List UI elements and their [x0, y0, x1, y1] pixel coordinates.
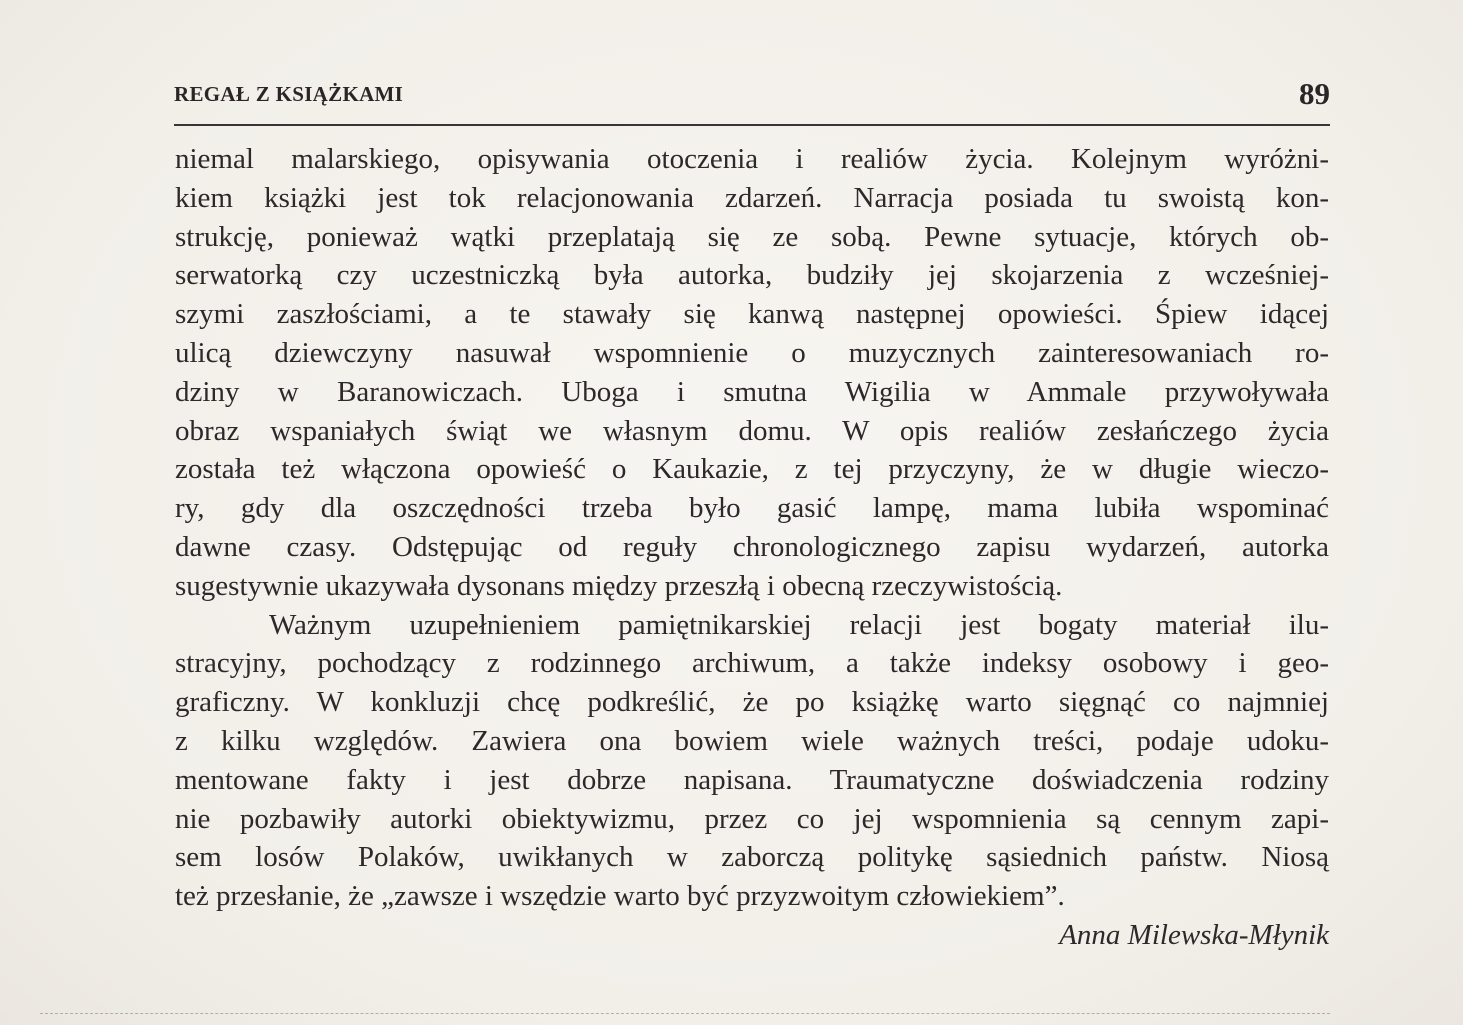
author-signature: Anna Milewska-Młynik [1059, 918, 1329, 951]
paragraph-1 [175, 140, 1329, 606]
scan-edge-line [40, 1013, 1330, 1014]
running-head: REGAŁ Z KSIĄŻKAMI [174, 82, 404, 106]
header-rule [174, 124, 1330, 126]
text-line: strukcję, ponieważ wątki przeplatają się ze sobą. Pewne sytuacje, których ob- [175, 220, 1329, 253]
text-line: kiem książki jest tok relacjonowania zdarzeń. Narracja posiada tu swoistą kon- [175, 181, 1329, 214]
text-line: ulicą dziewczyny nasuwał wspomnienie o muzycznych zainteresowaniach ro- [175, 336, 1329, 369]
page-number: 89 [1299, 76, 1330, 111]
text-line: sugestywnie ukazywała dysonans między przeszłą i obecną rzeczywistością. [175, 569, 1063, 602]
page-header [174, 70, 1330, 120]
body-text [175, 140, 1329, 955]
text-line: serwatorką czy uczestniczką była autorka, budziły jej skojarzenia z wcześniej- [175, 259, 1329, 292]
text-line: dziny w Baranowiczach. Uboga i smutna Wigilia w Ammale przywoływała [175, 375, 1329, 408]
text-line: nie pozbawiły autorki obiektywizmu, przez co jej wspomnienia są cennym zapi- [175, 802, 1329, 835]
text-line: niemal malarskiego, opisywania otoczenia i realiów życia. Kolejnym wyróżni- [175, 143, 1329, 175]
paragraph-2 [175, 606, 1329, 916]
text-line: mentowane fakty i jest dobrze napisana. Traumatyczne doświadczenia rodziny [175, 763, 1329, 796]
text-line: stracyjny, pochodzący z rodzinnego archiwum, a także indeksy osobowy i geo- [175, 647, 1329, 680]
text-line: z kilku względów. Zawiera ona bowiem wiele ważnych treści, podaje udoku- [175, 724, 1329, 757]
text-line: ry, gdy dla oszczędności trzeba było gasić lampę, mama lubiła wspominać [175, 492, 1329, 525]
text-line: graficzny. W konkluzji chcę podkreślić, że po książkę warto sięgnąć co najmniej [175, 686, 1329, 719]
text-line: Ważnym uzupełnieniem pamiętnikarskiej relacji jest bogaty materiał ilu- [269, 608, 1329, 641]
text-line: sem losów Polaków, uwikłanych w zaborczą politykę sąsiednich państw. Niosą [175, 841, 1329, 874]
text-line: też przesłanie, że „zawsze i wszędzie warto być przyzwoitym człowiekiem”. [175, 880, 1065, 913]
text-line: obraz wspaniałych świąt we własnym domu. W opis realiów zesłańczego życia [175, 414, 1329, 447]
text-line: dawne czasy. Odstępując od reguły chronologicznego zapisu wydarzeń, autorka [175, 530, 1329, 563]
text-line: została też włączona opowieść o Kaukazie, z tej przyczyny, że w długie wieczo- [175, 453, 1329, 486]
text-line: szymi zaszłościami, a te stawały się kanwą następnej opowieści. Śpiew idącej [175, 298, 1329, 331]
